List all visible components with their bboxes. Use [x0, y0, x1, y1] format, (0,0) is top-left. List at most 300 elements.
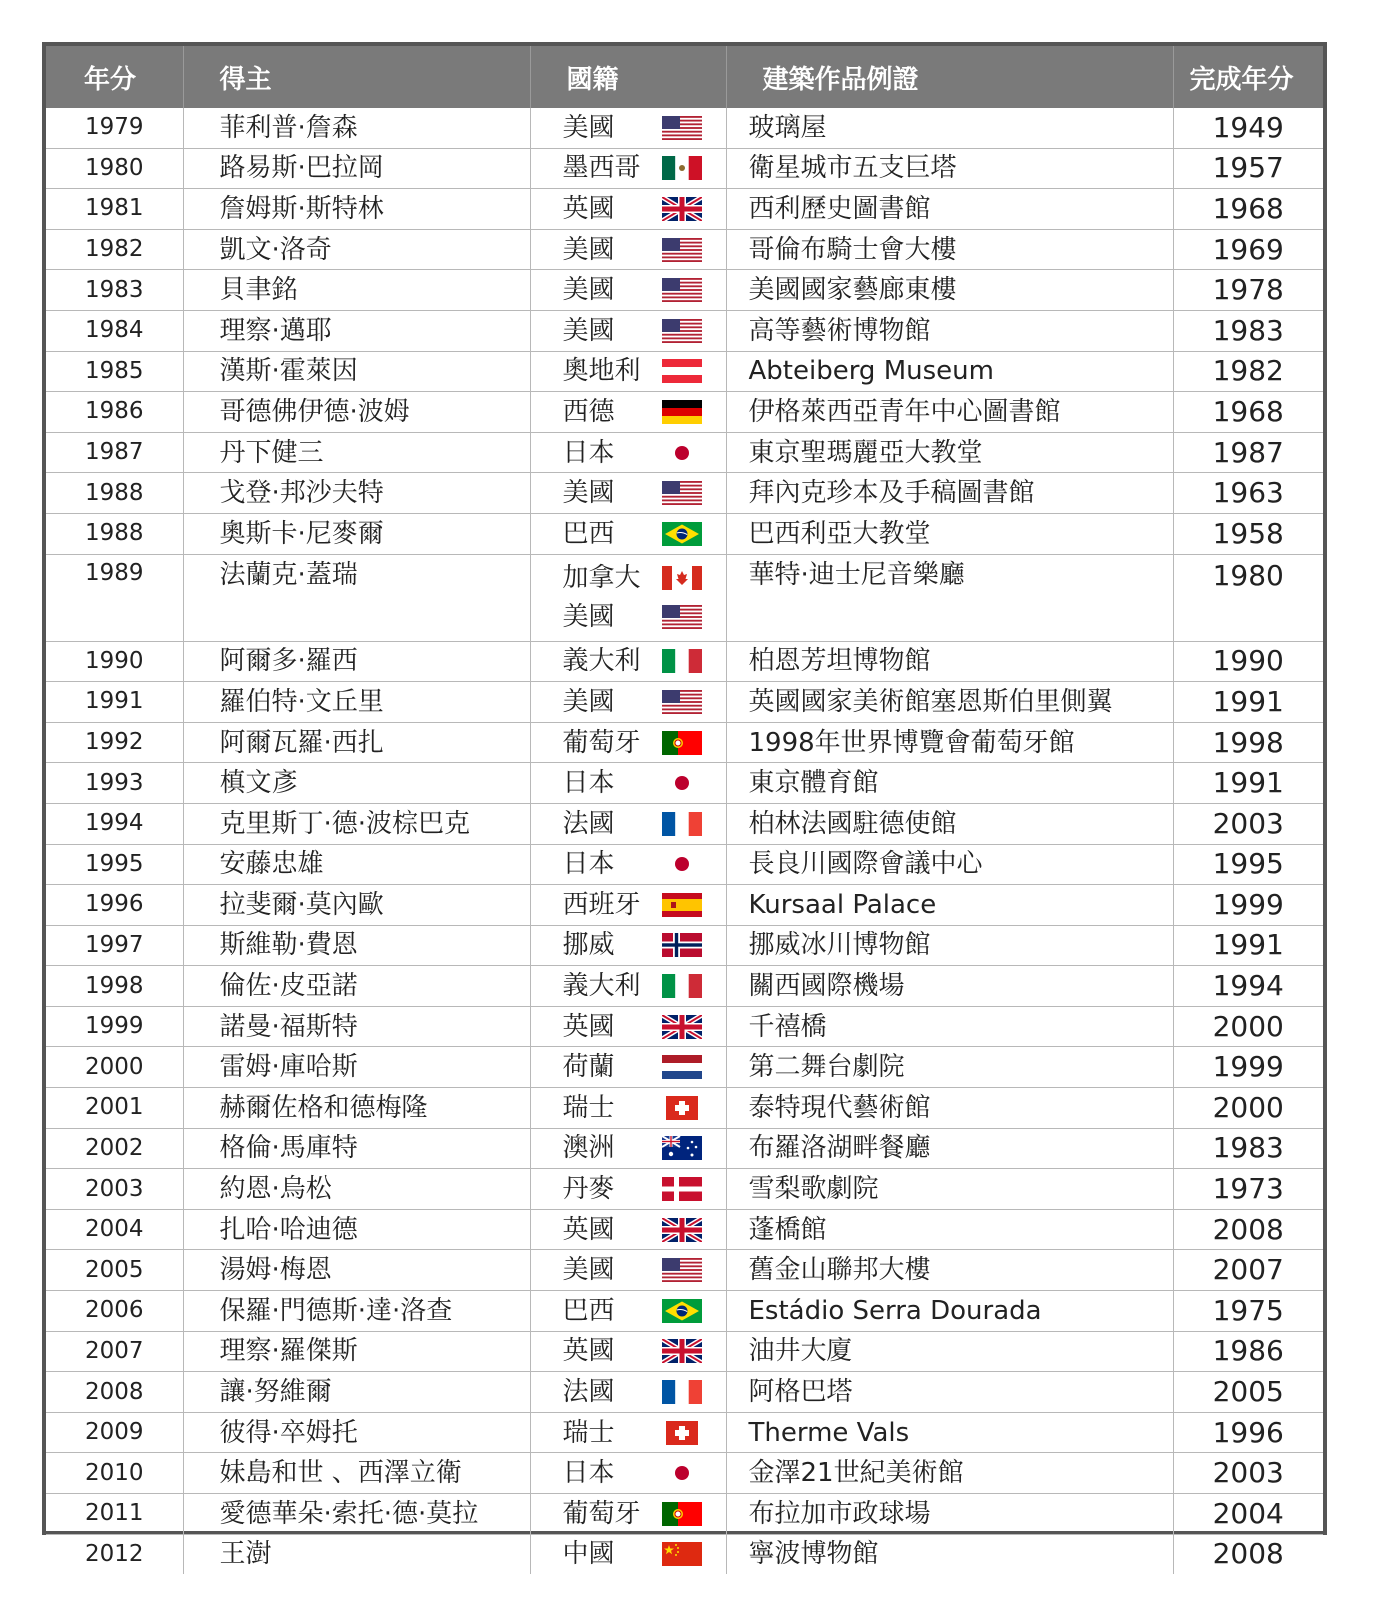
cell-year: 1990: [46, 641, 183, 682]
cell-completed: 1963: [1173, 473, 1323, 514]
nationality-entry: [531, 598, 726, 638]
cell-work: 美國國家藝廊東樓: [726, 270, 1173, 311]
uk-flag-icon: [662, 197, 702, 221]
cell-year: 1992: [46, 722, 183, 763]
table-row: [46, 1047, 1323, 1088]
cell-completed: 1973: [1173, 1169, 1323, 1210]
cell-completed: 1999: [1173, 885, 1323, 926]
nationality-entry: [531, 1047, 726, 1087]
cell-work: 西利歷史圖書館: [726, 189, 1173, 230]
us-flag-icon: [662, 319, 702, 343]
cell-laureate: 赫爾佐格和德梅隆: [183, 1088, 530, 1129]
nationality-label: 墨西哥: [562, 153, 641, 184]
nationality-entry: [531, 1250, 726, 1290]
header-year: 年分: [46, 46, 183, 108]
italy-flag-icon: [662, 649, 702, 673]
table-row: [46, 1128, 1323, 1169]
nationality-entry: [531, 270, 726, 310]
cell-year: 1996: [46, 885, 183, 926]
norway-flag-icon: [662, 933, 702, 957]
nationality-entry: [531, 1535, 726, 1575]
table-row: [46, 432, 1323, 473]
cell-work: 拜內克珍本及手稿圖書館: [726, 473, 1173, 514]
portugal-flag-icon: [662, 1502, 702, 1526]
laureates-table: [46, 46, 1323, 1574]
cell-completed: 2004: [1173, 1494, 1323, 1535]
cell-completed: 1991: [1173, 925, 1323, 966]
table-row: [46, 844, 1323, 885]
france-flag-icon: [662, 812, 702, 836]
cell-laureate: 槙文彥: [183, 763, 530, 804]
nationality-entry: [531, 1332, 726, 1372]
cell-year: 2000: [46, 1047, 183, 1088]
cell-year: 2001: [46, 1088, 183, 1129]
cell-work: 挪威冰川博物館: [726, 925, 1173, 966]
nationality-label: 美國: [562, 602, 615, 633]
cell-laureate: 理察·邁耶: [183, 310, 530, 351]
uk-flag-icon: [662, 1218, 702, 1242]
cell-work: 布羅洛湖畔餐廳: [726, 1128, 1173, 1169]
nationality-label: 英國: [562, 1214, 615, 1245]
cell-work: 布拉加市政球場: [726, 1494, 1173, 1535]
nationality-entry: [531, 1129, 726, 1169]
cell-work: 高等藝術博物館: [726, 310, 1173, 351]
cell-completed: 1949: [1173, 108, 1323, 148]
cell-work: 舊金山聯邦大樓: [726, 1250, 1173, 1291]
table-row: [46, 108, 1323, 148]
table-row: [46, 763, 1323, 804]
cell-nationality: [530, 473, 726, 514]
nationality-entry: [531, 642, 726, 682]
cell-completed: 1999: [1173, 1047, 1323, 1088]
cell-nationality: [530, 1534, 726, 1574]
cell-nationality: [530, 108, 726, 148]
cell-year: 1999: [46, 1006, 183, 1047]
nationality-label: 日本: [562, 849, 615, 880]
table-row: [46, 1534, 1323, 1574]
us-flag-icon: [662, 481, 702, 505]
cell-work: 英國國家美術館塞恩斯伯里側翼: [726, 682, 1173, 723]
cell-laureate: 安藤忠雄: [183, 844, 530, 885]
table-row: [46, 513, 1323, 554]
cell-completed: 2000: [1173, 1088, 1323, 1129]
nationality-entry: [531, 723, 726, 763]
nationality-label: 西德: [562, 396, 615, 427]
cell-year: 2006: [46, 1291, 183, 1332]
cell-laureate: 克里斯丁·德·波棕巴克: [183, 803, 530, 844]
cell-laureate: 詹姆斯·斯特林: [183, 189, 530, 230]
cell-completed: 1980: [1173, 554, 1323, 641]
nationality-label: 美國: [562, 478, 615, 509]
italy-flag-icon: [662, 974, 702, 998]
spain-flag-icon: [662, 893, 702, 917]
cell-completed: 2008: [1173, 1209, 1323, 1250]
cell-laureate: 雷姆·庫哈斯: [183, 1047, 530, 1088]
cell-year: 1998: [46, 966, 183, 1007]
cell-completed: 2007: [1173, 1250, 1323, 1291]
cell-year: 1984: [46, 310, 183, 351]
uk-flag-icon: [662, 1015, 702, 1039]
cell-laureate: 妹島和世 、西澤立衛: [183, 1453, 530, 1494]
table-row: [46, 351, 1323, 392]
cell-nationality: [530, 1209, 726, 1250]
cell-year: 2011: [46, 1494, 183, 1535]
cell-year: 2012: [46, 1534, 183, 1574]
table-row: [46, 1331, 1323, 1372]
nationality-entry: [531, 1494, 726, 1534]
brazil-flag-icon: [662, 522, 702, 546]
cell-laureate: 漢斯·霍萊因: [183, 351, 530, 392]
nationality-entry: [531, 1210, 726, 1250]
nationality-entry: [531, 514, 726, 554]
us-flag-icon: [662, 1258, 702, 1282]
nationality-label: 美國: [562, 234, 615, 265]
cell-nationality: [530, 1128, 726, 1169]
nationality-label: 瑞士: [562, 1417, 615, 1448]
cell-completed: 1968: [1173, 392, 1323, 433]
denmark-flag-icon: [662, 1177, 702, 1201]
cell-laureate: 貝聿銘: [183, 270, 530, 311]
cell-completed: 2003: [1173, 803, 1323, 844]
cell-completed: 1958: [1173, 513, 1323, 554]
cell-completed: 2005: [1173, 1372, 1323, 1413]
cell-year: 2007: [46, 1331, 183, 1372]
cell-year: 1980: [46, 148, 183, 189]
nationality-label: 荷蘭: [562, 1052, 615, 1083]
nationality-label: 奧地利: [562, 356, 641, 387]
nationality-label: 日本: [562, 768, 615, 799]
table-row: [46, 473, 1323, 514]
pritzker-table: [42, 42, 1327, 1571]
cell-laureate: 彼得·卒姆托: [183, 1412, 530, 1453]
cell-work: 巴西利亞大教堂: [726, 513, 1173, 554]
cell-completed: 1978: [1173, 270, 1323, 311]
cell-nationality: [530, 1412, 726, 1453]
nationality-label: 日本: [562, 1458, 615, 1489]
cell-work: 東京聖瑪麗亞大教堂: [726, 432, 1173, 473]
france-flag-icon: [662, 1380, 702, 1404]
cell-nationality: [530, 513, 726, 554]
cell-completed: 1994: [1173, 966, 1323, 1007]
table-row: [46, 1494, 1323, 1535]
cell-nationality: [530, 392, 726, 433]
cell-work: Abteiberg Museum: [726, 351, 1173, 392]
cell-year: 2002: [46, 1128, 183, 1169]
cell-year: 2010: [46, 1453, 183, 1494]
cell-year: 1991: [46, 682, 183, 723]
cell-work: 1998年世界博覽會葡萄牙館: [726, 722, 1173, 763]
cell-completed: 1996: [1173, 1412, 1323, 1453]
cell-laureate: 羅伯特·文丘里: [183, 682, 530, 723]
cell-nationality: [530, 925, 726, 966]
cell-nationality: [530, 844, 726, 885]
cell-nationality: [530, 270, 726, 311]
cell-completed: 1957: [1173, 148, 1323, 189]
cell-year: 1979: [46, 108, 183, 148]
austria-flag-icon: [662, 359, 702, 383]
uk-flag-icon: [662, 1339, 702, 1363]
cell-laureate: 約恩·烏松: [183, 1169, 530, 1210]
nationality-entry: [531, 1453, 726, 1493]
nationality-entry: [531, 682, 726, 722]
cell-year: 2009: [46, 1412, 183, 1453]
cell-completed: 1998: [1173, 722, 1323, 763]
nationality-label: 義大利: [562, 971, 641, 1002]
cell-nationality: [530, 1494, 726, 1535]
nationality-entry: [531, 763, 726, 803]
cell-laureate: 讓·努維爾: [183, 1372, 530, 1413]
cell-laureate: 愛德華朵·索托·德·莫拉: [183, 1494, 530, 1535]
nationality-entry: [531, 804, 726, 844]
nationality-label: 西班牙: [562, 889, 641, 920]
nationality-entry: [531, 1372, 726, 1412]
cell-work: 玻璃屋: [726, 108, 1173, 148]
cell-nationality: [530, 1291, 726, 1332]
cell-work: 阿格巴塔: [726, 1372, 1173, 1413]
cell-year: 1987: [46, 432, 183, 473]
cell-year: 1988: [46, 513, 183, 554]
cell-completed: 1982: [1173, 351, 1323, 392]
nationality-entry: [531, 149, 726, 189]
table-row: [46, 803, 1323, 844]
cell-laureate: 丹下健三: [183, 432, 530, 473]
switzerland-flag-icon: [662, 1096, 702, 1120]
cell-nationality: [530, 310, 726, 351]
nationality-label: 丹麥: [562, 1174, 615, 1205]
cell-year: 1993: [46, 763, 183, 804]
us-flag-icon: [662, 605, 702, 629]
nationality-label: 日本: [562, 437, 615, 468]
table-row: [46, 1169, 1323, 1210]
cell-laureate: 阿爾多·羅西: [183, 641, 530, 682]
cell-completed: 1983: [1173, 310, 1323, 351]
brazil-flag-icon: [662, 1299, 702, 1323]
nationality-label: 美國: [562, 112, 615, 143]
cell-laureate: 拉斐爾·莫內歐: [183, 885, 530, 926]
us-flag-icon: [662, 116, 702, 140]
cell-laureate: 哥德佛伊德·波姆: [183, 392, 530, 433]
cell-nationality: [530, 1453, 726, 1494]
nationality-label: 巴西: [562, 518, 615, 549]
nationality-entry: [531, 230, 726, 270]
nationality-entry: [531, 392, 726, 432]
cell-completed: 2000: [1173, 1006, 1323, 1047]
japan-flag-icon: [662, 771, 702, 795]
nationality-label: 美國: [562, 315, 615, 346]
netherlands-flag-icon: [662, 1055, 702, 1079]
cell-work: 千禧橋: [726, 1006, 1173, 1047]
cell-completed: 1986: [1173, 1331, 1323, 1372]
table-row: [46, 554, 1323, 641]
cell-work: 寧波博物館: [726, 1534, 1173, 1574]
cell-laureate: 凱文·洛奇: [183, 229, 530, 270]
cell-work: 油井大廈: [726, 1331, 1173, 1372]
cell-work: 哥倫布騎士會大樓: [726, 229, 1173, 270]
cell-work: 關西國際機場: [726, 966, 1173, 1007]
table-row: [46, 1088, 1323, 1129]
nationality-label: 中國: [562, 1539, 615, 1570]
cell-year: 2003: [46, 1169, 183, 1210]
header-nationality: 國籍: [530, 46, 726, 108]
cell-nationality: [530, 966, 726, 1007]
nationality-entry: [531, 885, 726, 925]
nationality-label: 美國: [562, 275, 615, 306]
table-row: [46, 641, 1323, 682]
table-row: [46, 722, 1323, 763]
nationality-entry: [531, 845, 726, 885]
nationality-label: 挪威: [562, 930, 615, 961]
cell-completed: 1987: [1173, 432, 1323, 473]
cell-year: 1983: [46, 270, 183, 311]
nationality-entry: [531, 311, 726, 351]
china-flag-icon: [662, 1542, 702, 1566]
nationality-entry: [531, 1088, 726, 1128]
table-row: [46, 229, 1323, 270]
nationality-entry: [531, 926, 726, 966]
cell-completed: 1990: [1173, 641, 1323, 682]
cell-work: 長良川國際會議中心: [726, 844, 1173, 885]
cell-completed: 1968: [1173, 189, 1323, 230]
table-row: [46, 148, 1323, 189]
cell-work: 東京體育館: [726, 763, 1173, 804]
cell-work: 衛星城市五支巨塔: [726, 148, 1173, 189]
cell-laureate: 理察·羅傑斯: [183, 1331, 530, 1372]
cell-laureate: 路易斯·巴拉岡: [183, 148, 530, 189]
japan-flag-icon: [662, 441, 702, 465]
cell-work: 金澤21世紀美術館: [726, 1453, 1173, 1494]
switzerland-flag-icon: [662, 1421, 702, 1445]
nationality-label: 瑞士: [562, 1092, 615, 1123]
cell-completed: 1969: [1173, 229, 1323, 270]
cell-laureate: 格倫·馬庫特: [183, 1128, 530, 1169]
cell-nationality: [530, 148, 726, 189]
table-row: [46, 925, 1323, 966]
nationality-entry: [531, 473, 726, 513]
table-row: [46, 682, 1323, 723]
cell-nationality: [530, 803, 726, 844]
us-flag-icon: [662, 690, 702, 714]
us-flag-icon: [662, 238, 702, 262]
nationality-label: 美國: [562, 1255, 615, 1286]
cell-year: 1981: [46, 189, 183, 230]
cell-year: 1989: [46, 554, 183, 641]
header-work: 建築作品例證: [726, 46, 1173, 108]
table-row: [46, 1006, 1323, 1047]
cell-completed: 2003: [1173, 1453, 1323, 1494]
cell-work: 泰特現代藝術館: [726, 1088, 1173, 1129]
nationality-label: 美國: [562, 686, 615, 717]
header-completed: 完成年分: [1173, 46, 1323, 108]
cell-nationality: [530, 1006, 726, 1047]
cell-year: 1997: [46, 925, 183, 966]
cell-work: 蓬橋館: [726, 1209, 1173, 1250]
nationality-entry: [531, 1291, 726, 1331]
nationality-label: 英國: [562, 193, 615, 224]
cell-work: 華特·迪士尼音樂廳: [726, 554, 1173, 641]
nationality-entry: [531, 966, 726, 1006]
cell-work: 柏林法國駐德使館: [726, 803, 1173, 844]
cell-nationality: [530, 641, 726, 682]
cell-year: 2004: [46, 1209, 183, 1250]
cell-nationality: [530, 885, 726, 926]
cell-laureate: 扎哈·哈迪德: [183, 1209, 530, 1250]
us-flag-icon: [662, 278, 702, 302]
portugal-flag-icon: [662, 731, 702, 755]
nationality-label: 巴西: [562, 1295, 615, 1326]
cell-work: Kursaal Palace: [726, 885, 1173, 926]
cell-year: 1988: [46, 473, 183, 514]
cell-nationality: [530, 229, 726, 270]
cell-completed: 1983: [1173, 1128, 1323, 1169]
nationality-label: 澳洲: [562, 1133, 615, 1164]
nationality-label: 英國: [562, 1011, 615, 1042]
cell-nationality: [530, 682, 726, 723]
nationality-label: 葡萄牙: [562, 1498, 641, 1529]
cell-work: 第二舞台劇院: [726, 1047, 1173, 1088]
cell-nationality: [530, 351, 726, 392]
cell-completed: 1995: [1173, 844, 1323, 885]
cell-year: 1994: [46, 803, 183, 844]
nationality-label: 法國: [562, 808, 615, 839]
nationality-label: 英國: [562, 1336, 615, 1367]
cell-laureate: 菲利普·詹森: [183, 108, 530, 148]
table-row: [46, 1453, 1323, 1494]
header-row: [46, 46, 1323, 108]
germany-flag-icon: [662, 400, 702, 424]
table-row: [46, 966, 1323, 1007]
cell-nationality: [530, 432, 726, 473]
header-laureate: 得主: [183, 46, 530, 108]
cell-nationality: [530, 189, 726, 230]
table-row: [46, 392, 1323, 433]
mexico-flag-icon: [662, 156, 702, 180]
cell-completed: 2008: [1212, 1537, 1284, 1571]
cell-completed: 1975: [1173, 1291, 1323, 1332]
cell-year: 2005: [46, 1250, 183, 1291]
cell-nationality: [530, 554, 726, 641]
nationality-label: 法國: [562, 1377, 615, 1408]
cell-nationality: [530, 1047, 726, 1088]
table-row: [46, 189, 1323, 230]
nationality-entry: [531, 352, 726, 392]
cell-laureate: 奧斯卡·尼麥爾: [183, 513, 530, 554]
cell-laureate: 倫佐·皮亞諾: [183, 966, 530, 1007]
nationality-label: 加拿大: [562, 562, 641, 593]
cell-nationality: [530, 1331, 726, 1372]
cell-laureate: 湯姆·梅恩: [183, 1250, 530, 1291]
nationality-entry: [531, 433, 726, 473]
cell-work: 柏恩芳坦博物館: [726, 641, 1173, 682]
cell-laureate: 阿爾瓦羅·西扎: [183, 722, 530, 763]
nationality-entry: [531, 558, 726, 598]
cell-laureate: 斯維勒·費恩: [183, 925, 530, 966]
cell-year: 2008: [46, 1372, 183, 1413]
table-row: [46, 1372, 1323, 1413]
cell-year: 1982: [46, 229, 183, 270]
table-row: [46, 1209, 1323, 1250]
japan-flag-icon: [662, 852, 702, 876]
cell-work: Therme Vals: [726, 1412, 1173, 1453]
cell-work: 雪梨歌劇院: [726, 1169, 1173, 1210]
cell-laureate: 諾曼·福斯特: [183, 1006, 530, 1047]
australia-flag-icon: [662, 1136, 702, 1160]
nationality-entry: [531, 1007, 726, 1047]
table-row: [46, 270, 1323, 311]
nationality-label: 葡萄牙: [562, 727, 641, 758]
table-row: [46, 1291, 1323, 1332]
japan-flag-icon: [662, 1461, 702, 1485]
cell-nationality: [530, 1250, 726, 1291]
